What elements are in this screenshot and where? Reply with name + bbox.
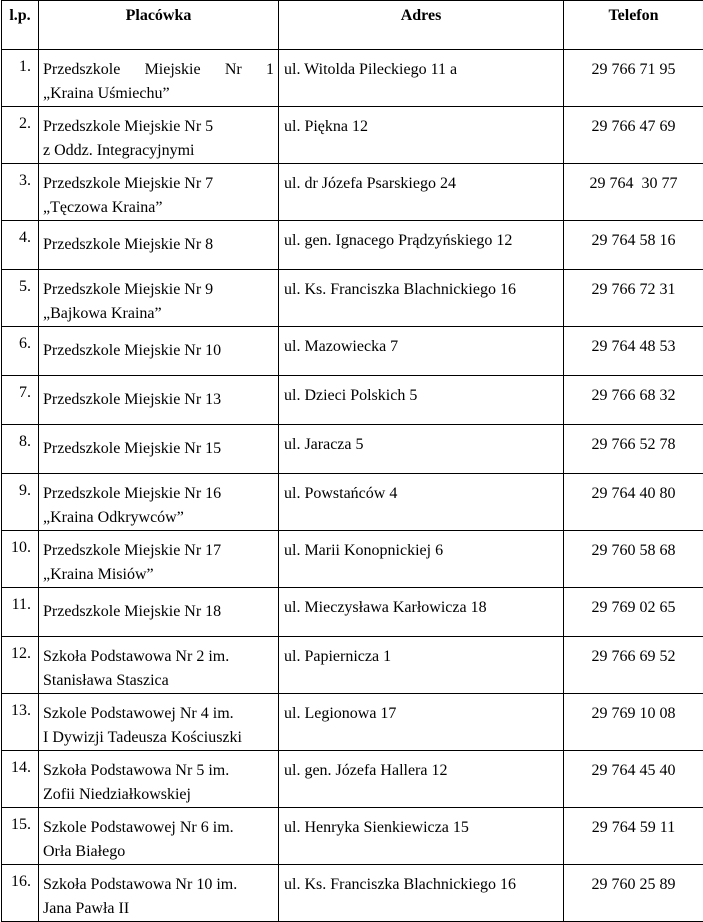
address: ul. Legionowa 17: [279, 694, 564, 751]
row-number: 10.: [2, 531, 39, 588]
institution-name: [39, 751, 279, 808]
table-row: [2, 474, 703, 531]
header-lp: l.p.: [2, 1, 39, 50]
institution-name-line1: Szkole Podstawowej Nr 6 im.: [43, 816, 274, 840]
institution-name-line1: Przedszkole Miejskie Nr 17: [43, 539, 274, 563]
phone-number: 29 764 30 77: [564, 164, 703, 221]
institution-name-line1: Przedszkole Miejskie Nr 8: [43, 233, 274, 257]
institution-name-line2: Jana Pawła II: [43, 897, 274, 921]
table-row: [2, 107, 703, 164]
table-row: [2, 221, 703, 270]
address: ul. Powstańców 4: [279, 474, 564, 531]
table-row: [2, 425, 703, 474]
institution-name-line2: Orła Białego: [43, 840, 274, 864]
table-row: [2, 50, 703, 107]
institution-name: [39, 531, 279, 588]
table-row: [2, 588, 703, 637]
row-number: 8.: [2, 425, 39, 474]
institution-name-line2: „Kraina Odkrywców”: [43, 506, 274, 530]
row-number: 11.: [2, 588, 39, 637]
row-number: 2.: [2, 107, 39, 164]
table-row: [2, 865, 703, 922]
phone-number: 29 766 52 78: [564, 425, 703, 474]
phone-number: 29 764 48 53: [564, 327, 703, 376]
header-adres: Adres: [279, 1, 564, 50]
institution-name-line1: Przedszkole Miejskie Nr 18: [43, 600, 274, 624]
row-number: 6.: [2, 327, 39, 376]
address: ul. gen. Ignacego Prądzyńskiego 12: [279, 221, 564, 270]
institution-name: [39, 637, 279, 694]
address: ul. Piękna 12: [279, 107, 564, 164]
institution-name-line1: Szkoła Podstawowa Nr 10 im.: [43, 873, 274, 897]
address: ul. Papiernicza 1: [279, 637, 564, 694]
institutions-table: [1, 0, 703, 922]
phone-number: 29 760 58 68: [564, 531, 703, 588]
address: ul. Ks. Franciszka Blachnickiego 16: [279, 270, 564, 327]
table-row: [2, 376, 703, 425]
institution-name-line1: Przedszkole Miejskie Nr 1: [43, 58, 274, 82]
institution-name: [39, 865, 279, 922]
institution-name-line2: z Oddz. Integracyjnymi: [43, 139, 274, 163]
table-row: [2, 531, 703, 588]
institution-name-line1: Szkoła Podstawowa Nr 2 im.: [43, 645, 274, 669]
table-row: [2, 694, 703, 751]
table-row: [2, 270, 703, 327]
institution-name-line2: „Kraina Uśmiechu”: [43, 82, 274, 106]
row-number: 16.: [2, 865, 39, 922]
address: ul. Henryka Sienkiewicza 15: [279, 808, 564, 865]
row-number: 15.: [2, 808, 39, 865]
institution-name-line1: Przedszkole Miejskie Nr 15: [43, 437, 274, 461]
header-telefon: Telefon: [564, 1, 703, 50]
row-number: 12.: [2, 637, 39, 694]
header-row: [2, 1, 703, 50]
institution-name-line1: Szkoła Podstawowa Nr 5 im.: [43, 759, 274, 783]
table-row: [2, 327, 703, 376]
address: ul. Jaracza 5: [279, 425, 564, 474]
institution-name-line1: Przedszkole Miejskie Nr 13: [43, 388, 274, 412]
table-row: [2, 808, 703, 865]
row-number: 14.: [2, 751, 39, 808]
phone-number: 29 766 68 32: [564, 376, 703, 425]
phone-number: 29 769 10 08: [564, 694, 703, 751]
row-number: 7.: [2, 376, 39, 425]
institution-name-line1: Przedszkole Miejskie Nr 16: [43, 482, 274, 506]
phone-number: 29 764 59 11: [564, 808, 703, 865]
row-number: 13.: [2, 694, 39, 751]
table-row: [2, 751, 703, 808]
address: ul. Mazowiecka 7: [279, 327, 564, 376]
institution-name: [39, 694, 279, 751]
institution-name-line2: Zofii Niedziałkowskiej: [43, 783, 274, 807]
row-number: 4.: [2, 221, 39, 270]
institution-name: [39, 808, 279, 865]
institution-name-line1: Szkole Podstawowej Nr 4 im.: [43, 702, 274, 726]
institution-name: [39, 474, 279, 531]
institution-name: [39, 588, 279, 637]
institution-name: [39, 50, 279, 107]
institution-name: [39, 376, 279, 425]
phone-number: 29 764 58 16: [564, 221, 703, 270]
phone-number: 29 760 25 89: [564, 865, 703, 922]
institution-name-line2: I Dywizji Tadeusza Kościuszki: [43, 726, 274, 750]
row-number: 9.: [2, 474, 39, 531]
institution-name: [39, 270, 279, 327]
institution-name-line2: „Tęczowa Kraina”: [43, 196, 274, 220]
address: ul. Dzieci Polskich 5: [279, 376, 564, 425]
address: ul. Witolda Pileckiego 11 a: [279, 50, 564, 107]
phone-number: 29 769 02 65: [564, 588, 703, 637]
address: ul. Mieczysława Karłowicza 18: [279, 588, 564, 637]
institution-name-line2: „Bajkowa Kraina”: [43, 302, 274, 326]
institution-name: [39, 164, 279, 221]
address: ul. gen. Józefa Hallera 12: [279, 751, 564, 808]
institution-name-line1: Przedszkole Miejskie Nr 10: [43, 339, 274, 363]
row-number: 1.: [2, 50, 39, 107]
row-number: 5.: [2, 270, 39, 327]
institution-name: [39, 221, 279, 270]
address: ul. dr Józefa Psarskiego 24: [279, 164, 564, 221]
institution-name-line2: Stanisława Staszica: [43, 669, 274, 693]
institution-name-line2: „Kraina Misiów”: [43, 563, 274, 587]
phone-number: 29 766 71 95: [564, 50, 703, 107]
table-row: [2, 637, 703, 694]
institution-name-line1: Przedszkole Miejskie Nr 9: [43, 278, 274, 302]
institution-name: [39, 327, 279, 376]
address: ul. Ks. Franciszka Blachnickiego 16: [279, 865, 564, 922]
table-row: [2, 164, 703, 221]
address: ul. Marii Konopnickiej 6: [279, 531, 564, 588]
phone-number: 29 766 72 31: [564, 270, 703, 327]
institution-name: [39, 107, 279, 164]
phone-number: 29 764 45 40: [564, 751, 703, 808]
phone-number: 29 766 47 69: [564, 107, 703, 164]
row-number: 3.: [2, 164, 39, 221]
header-placowka: Placówka: [39, 1, 279, 50]
institution-name: [39, 425, 279, 474]
institution-name-line1: Przedszkole Miejskie Nr 5: [43, 115, 274, 139]
phone-number: 29 766 69 52: [564, 637, 703, 694]
institution-name-line1: Przedszkole Miejskie Nr 7: [43, 172, 274, 196]
phone-number: 29 764 40 80: [564, 474, 703, 531]
